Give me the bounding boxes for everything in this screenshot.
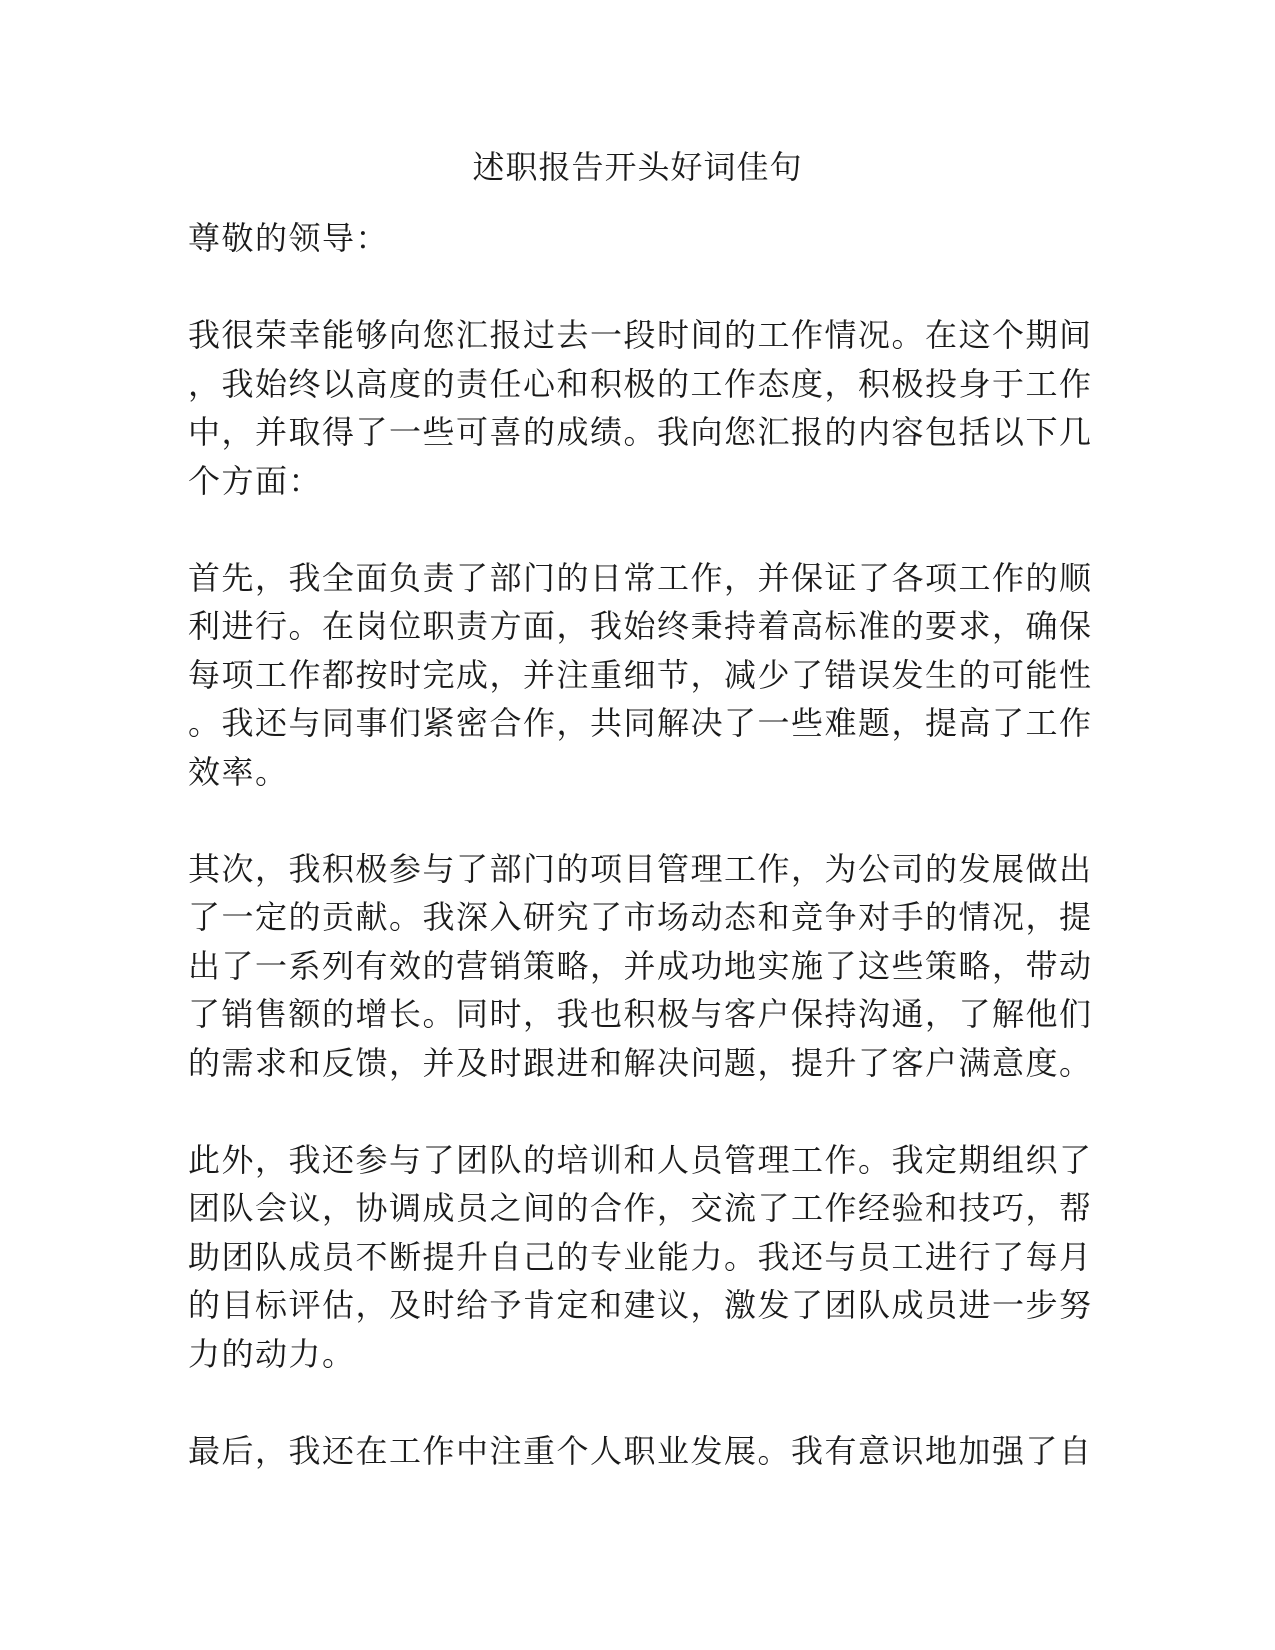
paragraph-line: 效率。 (188, 752, 289, 791)
paragraph-line: ，我始终以高度的责任心和积极的工作态度，积极投身于工作 (188, 364, 1093, 403)
salutation-paragraph (188, 214, 1088, 263)
paragraph-line: 团队会议，协调成员之间的合作，交流了工作经验和技巧，帮 (188, 1189, 1093, 1227)
paragraph-line: 中，并取得了一些可喜的成绩。我向您汇报的内容包括以下几 (188, 413, 1093, 451)
paragraph-line: 力的动力。 (188, 1334, 356, 1373)
paragraph-line: 了销售额的增长。同时，我也积极与客户保持沟通，了解他们 (188, 995, 1093, 1033)
paragraph-line: 了一定的贡献。我深入研究了市场动态和竞争对手的情况，提 (188, 898, 1093, 936)
paragraph-line: 利进行。在岗位职责方面，我始终秉持着高标准的要求，确保 (188, 607, 1093, 645)
paragraph-line: 个方面： (188, 461, 323, 500)
paragraph-line: 此外，我还参与了团队的培训和人员管理工作。我定期组织了 (188, 1140, 1093, 1179)
paragraph-line: 助团队成员不断提升自己的专业能力。我还与员工进行了每月 (188, 1237, 1093, 1276)
document-title: 述职报告开头好词佳句 (472, 148, 803, 186)
paragraph-line: 的目标评估，及时给予肯定和建议，激发了团队成员进一步努 (188, 1286, 1093, 1324)
intro-paragraph (188, 311, 1093, 505)
paragraph-line: 尊敬的领导： (188, 219, 390, 257)
paragraph-line: 最后，我还在工作中注重个人职业发展。我有意识地加强了自 (188, 1431, 1093, 1470)
paragraph-line: 。我还与同事们紧密合作，共同解决了一些难题，提高了工作 (188, 704, 1093, 742)
paragraph-line: 每项工作都按时完成，并注重细节，减少了错误发生的可能性 (188, 655, 1093, 694)
document-body (188, 214, 1093, 1524)
paragraph-line: 的需求和反馈，并及时跟进和解决问题，提升了客户满意度。 (188, 1043, 1093, 1082)
first-point-paragraph (188, 554, 1093, 797)
paragraph-line: 首先，我全面负责了部门的日常工作，并保证了各项工作的顺 (188, 558, 1093, 597)
second-point-paragraph (188, 845, 1093, 1088)
third-point-paragraph (188, 1136, 1093, 1379)
paragraph-line: 其次，我积极参与了部门的项目管理工作，为公司的发展做出 (188, 849, 1093, 888)
paragraph-line: 我很荣幸能够向您汇报过去一段时间的工作情况。在这个期间 (188, 316, 1093, 354)
paragraph-line: 出了一系列有效的营销策略，并成功地实施了这些策略，带动 (188, 946, 1093, 985)
final-point-paragraph (188, 1427, 1093, 1476)
